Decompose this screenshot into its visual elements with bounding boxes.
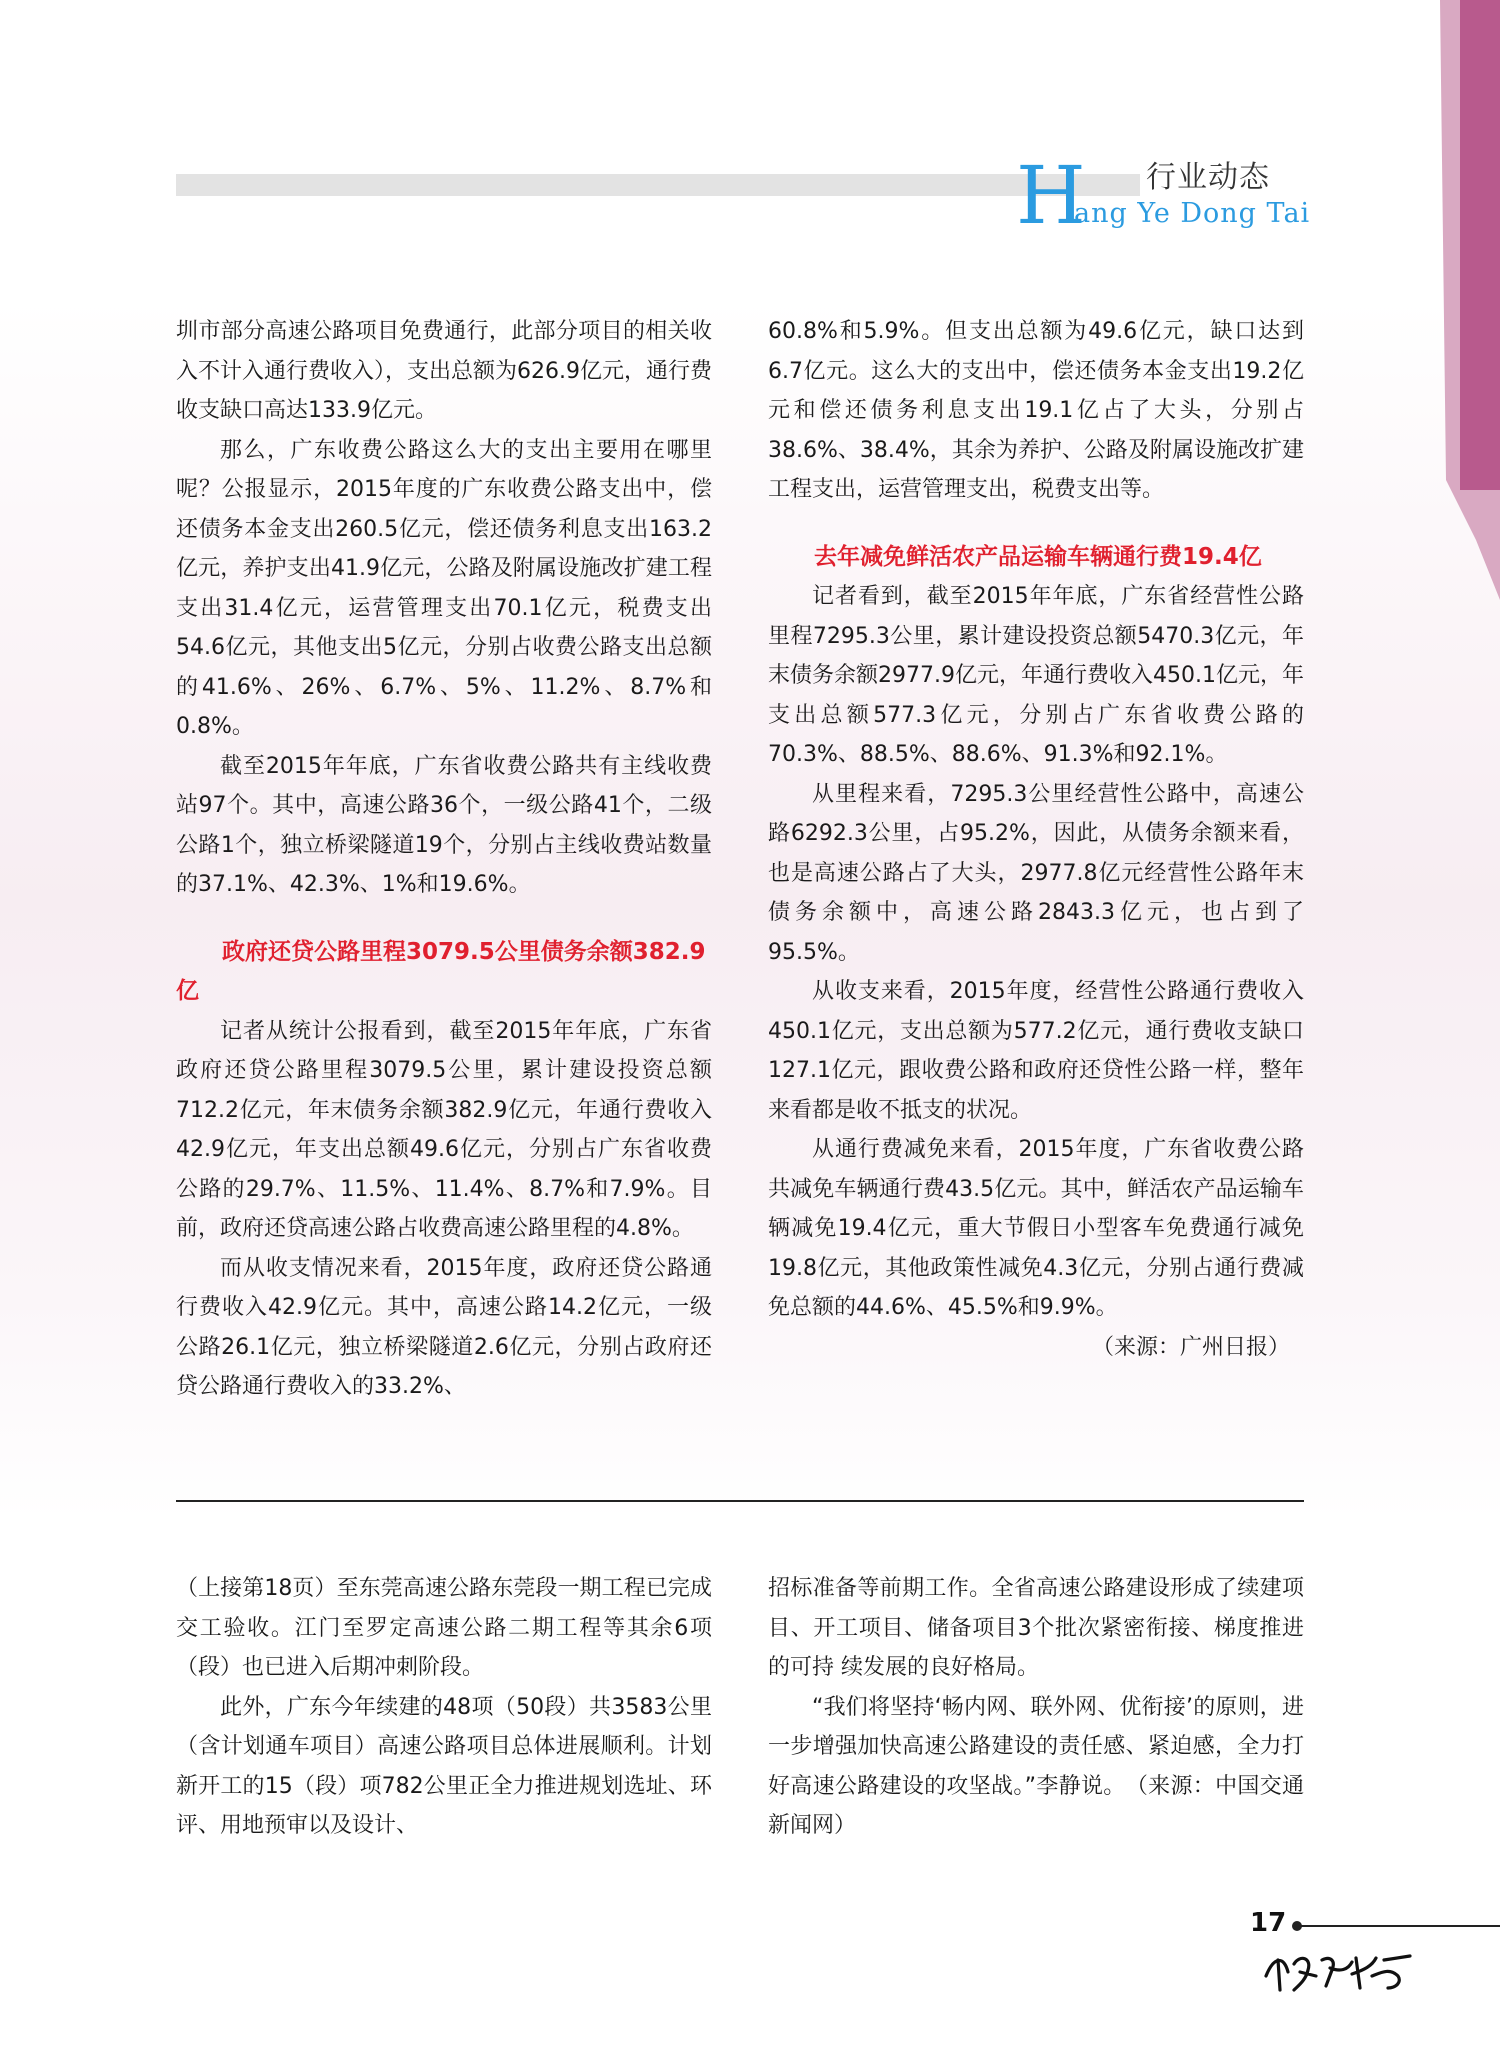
- page-number: 17: [1250, 1908, 1287, 1938]
- section-logo: [1016, 149, 1311, 242]
- header-bar: [176, 174, 1140, 196]
- paragraph: 截至2015年年底，广东省收费公路共有主线收费站97个。其中，高速公路36个，一级公路41个，二级公路1个，独立桥梁隧道19个，分别占主线收费站数量的37.1%、42.3%、1%和19.6%。: [176, 753, 712, 897]
- subheading: 政府还贷公路里程3079.5公里债务余额382.9亿: [176, 938, 706, 1004]
- section-logo-letter: H: [1016, 149, 1086, 242]
- magazine-logo-icon: [1260, 1946, 1420, 1996]
- section-divider: [176, 1500, 1304, 1502]
- footer-rule: [1300, 1925, 1500, 1927]
- section-title-en: ang Ye Dong Tai: [1074, 198, 1311, 229]
- subheading: 去年减免鲜活农产品运输车辆通行费19.4亿: [814, 543, 1262, 570]
- paragraph: 而从收支情况来看，2015年度，政府还贷公路通行费收入42.9亿元。其中，高速公路14.2亿元，一级公路26.1亿元，独立桥梁隧道2.6亿元，分别占政府还贷公路通行费收入的33.2%、: [176, 1255, 712, 1399]
- section-title-zh: 行业动态: [1146, 160, 1270, 195]
- paragraph: 从通行费减免来看，2015年度，广东省收费公路共减免车辆通行费43.5亿元。其中，鲜活农产品运输车辆减免19.4亿元，重大节假日小型客车免费通行减免19.8亿元，其他政策性减免4.3亿元，分别占通行费减免总额的44.6%、45.5%和9.9%。: [768, 1137, 1304, 1320]
- paragraph: 那么，广东收费公路这么大的支出主要用在哪里呢？公报显示，2015年度的广东收费公路支出中，偿还债务本金支出260.5亿元，偿还债务利息支出163.2亿元，养护支出41.9亿元，公路及附属设施改扩建工程支出31.4亿元，运营管理支出70.1亿元，税费支出54.6亿元，其他支出5亿元，分别占收费公路支出总额的41.6%、26%、6.7%、5%、11.2%、8.7%和0.8%。: [176, 437, 712, 739]
- paragraph: 招标准备等前期工作。全省高速公路建设形成了续建项目、开工项目、储备项目3个批次紧密衔接、梯度推进的可持 续发展的良好格局。: [768, 1576, 1304, 1680]
- paragraph: 从收支来看，2015年度，经营性公路通行费收入450.1亿元，支出总额为577.2亿元，通行费收支缺口127.1亿元，跟收费公路和政府还贷性公路一样，整年来看都是收不抵支的状况。: [768, 979, 1304, 1123]
- paragraph: 圳市部分高速公路项目免费通行，此部分项目的相关收入不计入通行费收入），支出总额为626.9亿元，通行费收支缺口高达133.9亿元。: [176, 319, 712, 423]
- paragraph: 记者从统计公报看到，截至2015年年底，广东省政府还贷公路里程3079.5公里，累计建设投资总额712.2亿元，年末债务余额382.9亿元，年通行费收入42.9亿元，年支出总额49.6亿元，分别占广东省收费公路的29.7%、11.5%、11.4%、8.7%和7.9%。目前，政府还贷高速公路占收费高速公路里程的4.8%。: [176, 1018, 712, 1241]
- paragraph: 此外，广东今年续建的48项（50段）共3583公里（含计划通车项目）高速公路项目总体进展顺利。计划新开工的15（段）项782公里正全力推进规划选址、环评、用地预审以及设计、: [176, 1694, 712, 1838]
- corner-ribbon-dark: [1460, 0, 1500, 490]
- continued-column-1: [176, 1569, 712, 1846]
- article-column-1: [176, 312, 712, 1407]
- continued-column-2: [768, 1569, 1304, 1846]
- paragraph: （上接第18页）至东莞高速公路东莞段一期工程已完成交工验收。江门至罗定高速公路二期工程等其余6项（段）也已进入后期冲刺阶段。: [176, 1576, 712, 1680]
- paragraph: 60.8%和5.9%。但支出总额为49.6亿元，缺口达到6.7亿元。这么大的支出中，偿还债务本金支出19.2亿元和偿还债务利息支出19.1亿占了大头，分别占38.6%、38.4%，其余为养护、公路及附属设施改扩建工程支出，运营管理支出，税费支出等。: [768, 319, 1304, 502]
- article-column-2: [768, 312, 1304, 1367]
- paragraph: 从里程来看，7295.3公里经营性公路中，高速公路6292.3公里，占95.2%，因此，从债务余额来看，也是高速公路占了大头，2977.8亿元经营性公路年末债务余额中，高速公路2843.3亿元，也占到了95.5%。: [768, 781, 1304, 965]
- article-source: （来源：广州日报）: [1091, 1334, 1290, 1360]
- paragraph: 记者看到，截至2015年年底，广东省经营性公路里程7295.3公里，累计建设投资总额5470.3亿元，年末债务余额2977.9亿元，年通行费收入450.1亿元，年支出总额577.3亿元，分别占广东省收费公路的70.3%、88.5%、88.6%、91.3%和92.1%。: [768, 584, 1304, 767]
- paragraph: “我们将坚持‘畅内网、联外网、优衔接’的原则，进一步增强加快高速公路建设的责任感、紧迫感，全力打好高速公路建设的攻坚战。”李静说。 （来源：中国交通新闻网）: [768, 1694, 1304, 1838]
